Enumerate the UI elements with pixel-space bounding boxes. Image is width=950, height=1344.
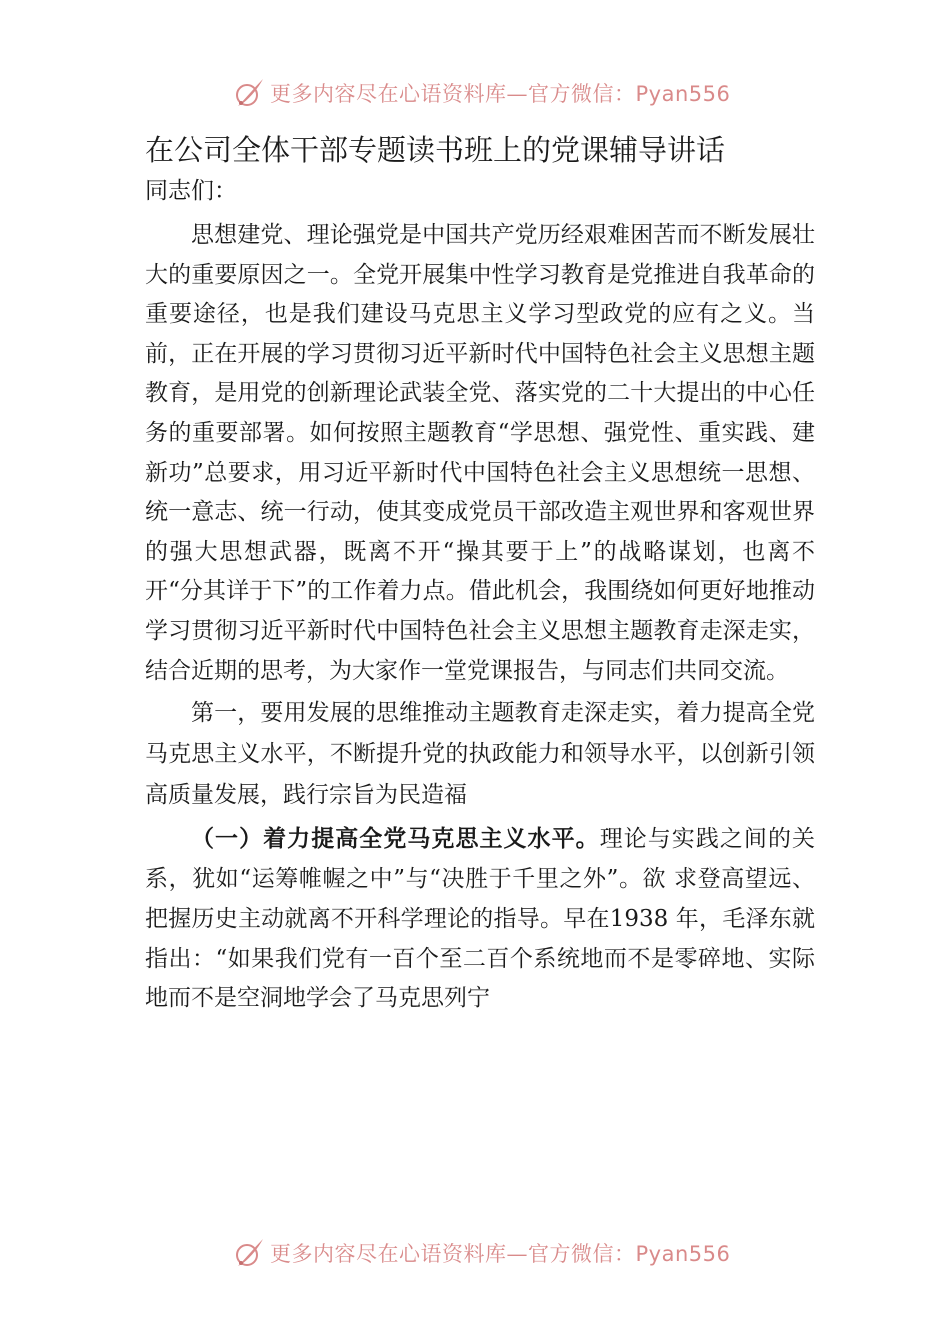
document-title: 在公司全体干部专题读书班上的党课辅导讲话	[145, 133, 726, 167]
quill-logo-icon	[232, 76, 266, 110]
watermark-header	[232, 74, 730, 112]
paragraph-subsection-one: （一）着力提高全党马克思主义水平。理论与实践之间的关系，犹如“运筹帷幄之中”与“决胜于千里之外”。欲 求登高望远、把握历史主动就离不开科学理论的指导。早在1938 年，毛泽东就指出：“如果我们党有一百个至二百个系统地而不是零碎地、实际地而不是空洞地学会了马克思列宁	[145, 826, 816, 1012]
subsection-heading: （一）着力提高全党马克思主义水平。	[191, 826, 600, 853]
watermark-footer	[232, 1234, 730, 1272]
paragraph-section-one: 第一，要用发展的思维推动主题教育走深走实，着力提高全党马克思主义水平，不断提升党的执政能力和领导水平，以创新引领高质量发展，践行宗旨为民造福	[145, 700, 815, 809]
salutation: 同志们：	[145, 178, 237, 204]
watermark-text: 更多内容尽在心语资料库—官方微信：Pyan556	[270, 1242, 731, 1266]
quill-logo-icon	[232, 1236, 266, 1270]
paragraph-intro: 思想建党、理论强党是中国共产党历经艰难困苦而不断发展壮大的重要原因之一。全党开展集中性学习教育是党推进自我革命的重要途径，也是我们建设马克思主义学习型政党的应有之义。当前，正在开展的学习贯彻习近平新时代中国特色社会主义思想主题教育，是用党的创新理论武装全党、落实党的二十大提出的中心任务的重要部署。如何按照主题教育“学思想、强党性、重实践、建新功”总要求，用习近平新时代中国特色社会主义思想统一思想、统一意志、统一行动，使其变成党员干部改造主观世界和客观世界的强大思想武器，既离不开“操其要于上”的战略谋划，也离不开“分其详于下”的工作着力点。借此机会，我围绕如何更好地推动学习贯彻习近平新时代中国特色社会主义思想主题教育走深走实，结合近期的思考，为大家作一堂党课报告，与同志们共同交流。	[145, 222, 815, 684]
document-body	[145, 128, 815, 1019]
watermark-text: 更多内容尽在心语资料库—官方微信：Pyan556	[270, 82, 731, 106]
